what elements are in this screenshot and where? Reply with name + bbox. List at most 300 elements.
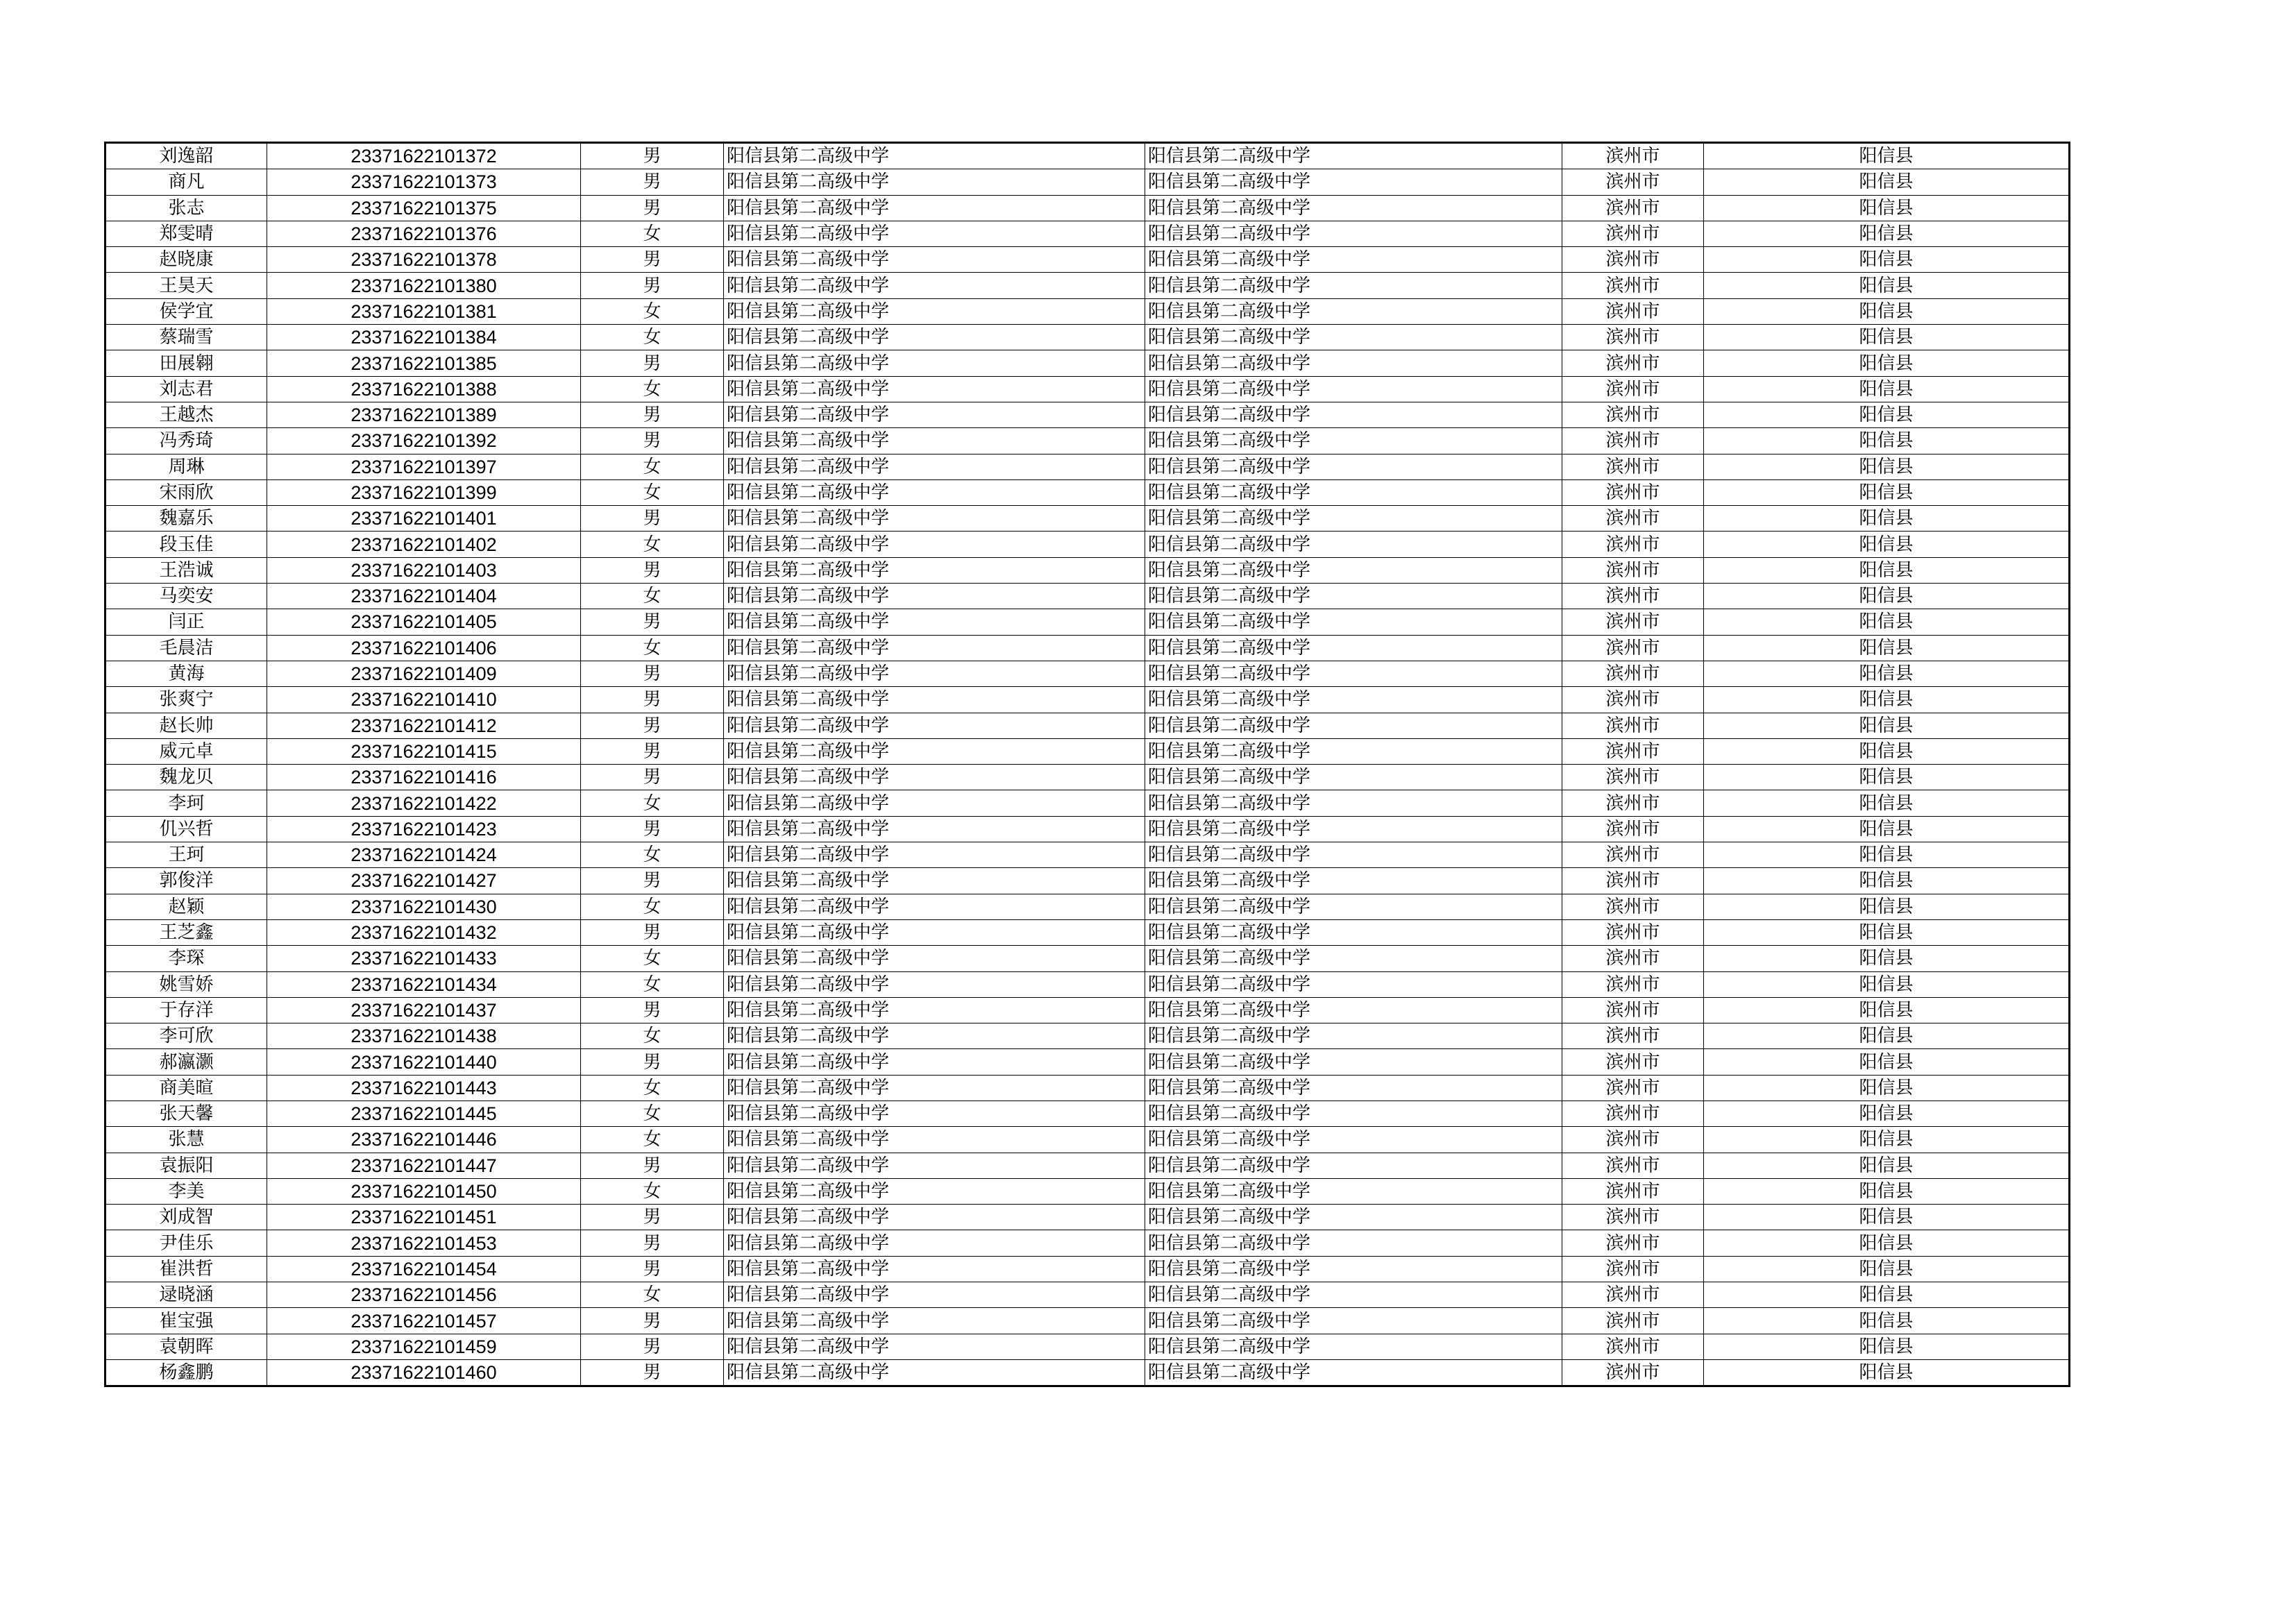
exam-id-cell: 23371622101376 — [267, 221, 581, 246]
exam-id-cell: 23371622101378 — [267, 247, 581, 273]
county-cell: 阳信县 — [1704, 842, 2070, 868]
gender-cell: 女 — [581, 532, 724, 557]
gender-cell: 女 — [581, 1101, 724, 1126]
table-row — [105, 790, 2070, 816]
exam-id-cell: 23371622101415 — [267, 738, 581, 764]
table-row — [105, 143, 2070, 169]
exam-site-cell: 阳信县第二高级中学 — [1145, 1308, 1562, 1334]
student-name-cell: 冯秀琦 — [105, 428, 267, 454]
school-cell: 阳信县第二高级中学 — [724, 325, 1145, 350]
exam-site-cell: 阳信县第二高级中学 — [1145, 557, 1562, 583]
city-cell: 滨州市 — [1562, 635, 1704, 661]
table-row — [105, 946, 2070, 971]
county-cell: 阳信县 — [1704, 1101, 2070, 1126]
exam-id-cell: 23371622101453 — [267, 1230, 581, 1256]
table-row — [105, 997, 2070, 1023]
gender-cell: 女 — [581, 584, 724, 609]
exam-site-cell: 阳信县第二高级中学 — [1145, 506, 1562, 532]
gender-cell: 女 — [581, 221, 724, 246]
exam-id-cell: 23371622101385 — [267, 350, 581, 376]
student-name-cell: 李珂 — [105, 790, 267, 816]
student-name-cell: 王越杰 — [105, 402, 267, 427]
student-name-cell: 闫正 — [105, 609, 267, 635]
exam-site-cell: 阳信县第二高级中学 — [1145, 687, 1562, 713]
school-cell: 阳信县第二高级中学 — [724, 1256, 1145, 1282]
exam-id-cell: 23371622101389 — [267, 402, 581, 427]
student-name-cell: 张天馨 — [105, 1101, 267, 1126]
exam-id-cell: 23371622101447 — [267, 1153, 581, 1178]
student-name-cell: 蔡瑞雪 — [105, 325, 267, 350]
exam-id-cell: 23371622101380 — [267, 273, 581, 298]
table-row — [105, 1308, 2070, 1334]
exam-id-cell: 23371622101399 — [267, 479, 581, 505]
exam-site-cell: 阳信县第二高级中学 — [1145, 350, 1562, 376]
exam-site-cell: 阳信县第二高级中学 — [1145, 1178, 1562, 1204]
student-name-cell: 郭俊洋 — [105, 868, 267, 894]
exam-id-cell: 23371622101384 — [267, 325, 581, 350]
school-cell: 阳信县第二高级中学 — [724, 1127, 1145, 1153]
school-cell: 阳信县第二高级中学 — [724, 842, 1145, 868]
school-cell: 阳信县第二高级中学 — [724, 1205, 1145, 1230]
city-cell: 滨州市 — [1562, 738, 1704, 764]
exam-site-cell: 阳信县第二高级中学 — [1145, 454, 1562, 479]
county-cell: 阳信县 — [1704, 1282, 2070, 1308]
city-cell: 滨州市 — [1562, 1049, 1704, 1075]
table-row — [105, 1205, 2070, 1230]
gender-cell: 男 — [581, 1308, 724, 1334]
exam-id-cell: 23371622101410 — [267, 687, 581, 713]
city-cell: 滨州市 — [1562, 946, 1704, 971]
table-row — [105, 1359, 2070, 1386]
city-cell: 滨州市 — [1562, 1282, 1704, 1308]
table-row — [105, 479, 2070, 505]
exam-site-cell: 阳信县第二高级中学 — [1145, 1334, 1562, 1359]
city-cell: 滨州市 — [1562, 479, 1704, 505]
exam-site-cell: 阳信县第二高级中学 — [1145, 842, 1562, 868]
student-name-cell: 段玉佳 — [105, 532, 267, 557]
table-row — [105, 1178, 2070, 1204]
school-cell: 阳信县第二高级中学 — [724, 1308, 1145, 1334]
student-name-cell: 王浩诚 — [105, 557, 267, 583]
gender-cell: 男 — [581, 402, 724, 427]
gender-cell: 男 — [581, 738, 724, 764]
county-cell: 阳信县 — [1704, 195, 2070, 221]
city-cell: 滨州市 — [1562, 765, 1704, 790]
table-row — [105, 894, 2070, 919]
exam-id-cell: 23371622101457 — [267, 1308, 581, 1334]
county-cell: 阳信县 — [1704, 532, 2070, 557]
school-cell: 阳信县第二高级中学 — [724, 1049, 1145, 1075]
table-row — [105, 713, 2070, 738]
table-row — [105, 298, 2070, 324]
exam-site-cell: 阳信县第二高级中学 — [1145, 1101, 1562, 1126]
county-cell: 阳信县 — [1704, 738, 2070, 764]
table-row — [105, 842, 2070, 868]
county-cell: 阳信县 — [1704, 247, 2070, 273]
table-row — [105, 609, 2070, 635]
exam-site-cell: 阳信县第二高级中学 — [1145, 790, 1562, 816]
student-name-cell: 姚雪娇 — [105, 971, 267, 997]
city-cell: 滨州市 — [1562, 1127, 1704, 1153]
school-cell: 阳信县第二高级中学 — [724, 790, 1145, 816]
exam-id-cell: 23371622101427 — [267, 868, 581, 894]
exam-site-cell: 阳信县第二高级中学 — [1145, 919, 1562, 945]
county-cell: 阳信县 — [1704, 609, 2070, 635]
county-cell: 阳信县 — [1704, 1153, 2070, 1178]
table-row — [105, 402, 2070, 427]
table-row — [105, 1256, 2070, 1282]
city-cell: 滨州市 — [1562, 143, 1704, 169]
student-name-cell: 周琳 — [105, 454, 267, 479]
city-cell: 滨州市 — [1562, 428, 1704, 454]
table-row — [105, 532, 2070, 557]
county-cell: 阳信县 — [1704, 1359, 2070, 1386]
table-row — [105, 1101, 2070, 1126]
school-cell: 阳信县第二高级中学 — [724, 479, 1145, 505]
county-cell: 阳信县 — [1704, 868, 2070, 894]
table-row — [105, 687, 2070, 713]
county-cell: 阳信县 — [1704, 765, 2070, 790]
exam-id-cell: 23371622101392 — [267, 428, 581, 454]
table-row — [105, 816, 2070, 842]
exam-id-cell: 23371622101446 — [267, 1127, 581, 1153]
exam-id-cell: 23371622101433 — [267, 946, 581, 971]
city-cell: 滨州市 — [1562, 1101, 1704, 1126]
exam-site-cell: 阳信县第二高级中学 — [1145, 584, 1562, 609]
exam-id-cell: 23371622101456 — [267, 1282, 581, 1308]
city-cell: 滨州市 — [1562, 1334, 1704, 1359]
roster-table — [104, 142, 2070, 1387]
gender-cell: 男 — [581, 169, 724, 195]
gender-cell: 女 — [581, 1075, 724, 1101]
city-cell: 滨州市 — [1562, 919, 1704, 945]
roster-body — [105, 143, 2070, 1386]
gender-cell: 男 — [581, 816, 724, 842]
exam-site-cell: 阳信县第二高级中学 — [1145, 816, 1562, 842]
gender-cell: 男 — [581, 350, 724, 376]
table-row — [105, 454, 2070, 479]
school-cell: 阳信县第二高级中学 — [724, 376, 1145, 402]
school-cell: 阳信县第二高级中学 — [724, 609, 1145, 635]
school-cell: 阳信县第二高级中学 — [724, 1334, 1145, 1359]
gender-cell: 男 — [581, 661, 724, 686]
table-row — [105, 221, 2070, 246]
exam-site-cell: 阳信县第二高级中学 — [1145, 946, 1562, 971]
table-row — [105, 1230, 2070, 1256]
student-name-cell: 李美 — [105, 1178, 267, 1204]
county-cell: 阳信县 — [1704, 584, 2070, 609]
gender-cell: 女 — [581, 376, 724, 402]
city-cell: 滨州市 — [1562, 402, 1704, 427]
exam-id-cell: 23371622101451 — [267, 1205, 581, 1230]
exam-site-cell: 阳信县第二高级中学 — [1145, 765, 1562, 790]
school-cell: 阳信县第二高级中学 — [724, 506, 1145, 532]
gender-cell: 女 — [581, 454, 724, 479]
county-cell: 阳信县 — [1704, 687, 2070, 713]
exam-site-cell: 阳信县第二高级中学 — [1145, 661, 1562, 686]
gender-cell: 男 — [581, 713, 724, 738]
gender-cell: 男 — [581, 997, 724, 1023]
exam-site-cell: 阳信县第二高级中学 — [1145, 997, 1562, 1023]
school-cell: 阳信县第二高级中学 — [724, 635, 1145, 661]
city-cell: 滨州市 — [1562, 971, 1704, 997]
county-cell: 阳信县 — [1704, 1308, 2070, 1334]
city-cell: 滨州市 — [1562, 273, 1704, 298]
county-cell: 阳信县 — [1704, 325, 2070, 350]
table-row — [105, 428, 2070, 454]
exam-site-cell: 阳信县第二高级中学 — [1145, 221, 1562, 246]
gender-cell: 男 — [581, 868, 724, 894]
table-row — [105, 1282, 2070, 1308]
exam-id-cell: 23371622101373 — [267, 169, 581, 195]
city-cell: 滨州市 — [1562, 687, 1704, 713]
exam-site-cell: 阳信县第二高级中学 — [1145, 298, 1562, 324]
exam-site-cell: 阳信县第二高级中学 — [1145, 195, 1562, 221]
student-name-cell: 王昊天 — [105, 273, 267, 298]
school-cell: 阳信县第二高级中学 — [724, 713, 1145, 738]
table-row — [105, 169, 2070, 195]
city-cell: 滨州市 — [1562, 247, 1704, 273]
table-row — [105, 661, 2070, 686]
gender-cell: 女 — [581, 790, 724, 816]
school-cell: 阳信县第二高级中学 — [724, 298, 1145, 324]
school-cell: 阳信县第二高级中学 — [724, 1023, 1145, 1049]
county-cell: 阳信县 — [1704, 143, 2070, 169]
gender-cell: 男 — [581, 195, 724, 221]
city-cell: 滨州市 — [1562, 1359, 1704, 1386]
gender-cell: 女 — [581, 1178, 724, 1204]
city-cell: 滨州市 — [1562, 350, 1704, 376]
gender-cell: 男 — [581, 428, 724, 454]
city-cell: 滨州市 — [1562, 1205, 1704, 1230]
gender-cell: 男 — [581, 687, 724, 713]
county-cell: 阳信县 — [1704, 557, 2070, 583]
exam-id-cell: 23371622101437 — [267, 997, 581, 1023]
table-row — [105, 738, 2070, 764]
city-cell: 滨州市 — [1562, 325, 1704, 350]
city-cell: 滨州市 — [1562, 661, 1704, 686]
city-cell: 滨州市 — [1562, 169, 1704, 195]
school-cell: 阳信县第二高级中学 — [724, 816, 1145, 842]
student-name-cell: 商凡 — [105, 169, 267, 195]
student-name-cell: 赵颖 — [105, 894, 267, 919]
exam-site-cell: 阳信县第二高级中学 — [1145, 894, 1562, 919]
table-row — [105, 919, 2070, 945]
school-cell: 阳信县第二高级中学 — [724, 532, 1145, 557]
student-name-cell: 李可欣 — [105, 1023, 267, 1049]
table-row — [105, 195, 2070, 221]
student-name-cell: 逯晓涵 — [105, 1282, 267, 1308]
gender-cell: 男 — [581, 919, 724, 945]
school-cell: 阳信县第二高级中学 — [724, 221, 1145, 246]
student-name-cell: 李琛 — [105, 946, 267, 971]
student-name-cell: 于存洋 — [105, 997, 267, 1023]
table-row — [105, 1127, 2070, 1153]
city-cell: 滨州市 — [1562, 1178, 1704, 1204]
county-cell: 阳信县 — [1704, 454, 2070, 479]
table-row — [105, 247, 2070, 273]
table-row — [105, 350, 2070, 376]
exam-site-cell: 阳信县第二高级中学 — [1145, 273, 1562, 298]
exam-site-cell: 阳信县第二高级中学 — [1145, 169, 1562, 195]
county-cell: 阳信县 — [1704, 635, 2070, 661]
exam-id-cell: 23371622101445 — [267, 1101, 581, 1126]
gender-cell: 女 — [581, 894, 724, 919]
city-cell: 滨州市 — [1562, 298, 1704, 324]
exam-id-cell: 23371622101438 — [267, 1023, 581, 1049]
exam-id-cell: 23371622101443 — [267, 1075, 581, 1101]
school-cell: 阳信县第二高级中学 — [724, 1101, 1145, 1126]
county-cell: 阳信县 — [1704, 1205, 2070, 1230]
city-cell: 滨州市 — [1562, 584, 1704, 609]
exam-site-cell: 阳信县第二高级中学 — [1145, 325, 1562, 350]
school-cell: 阳信县第二高级中学 — [724, 428, 1145, 454]
student-name-cell: 王芝鑫 — [105, 919, 267, 945]
county-cell: 阳信县 — [1704, 946, 2070, 971]
county-cell: 阳信县 — [1704, 1023, 2070, 1049]
school-cell: 阳信县第二高级中学 — [724, 997, 1145, 1023]
city-cell: 滨州市 — [1562, 1230, 1704, 1256]
gender-cell: 女 — [581, 946, 724, 971]
gender-cell: 女 — [581, 479, 724, 505]
gender-cell: 男 — [581, 1334, 724, 1359]
student-name-cell: 王珂 — [105, 842, 267, 868]
school-cell: 阳信县第二高级中学 — [724, 1153, 1145, 1178]
exam-site-cell: 阳信县第二高级中学 — [1145, 479, 1562, 505]
school-cell: 阳信县第二高级中学 — [724, 894, 1145, 919]
school-cell: 阳信县第二高级中学 — [724, 1178, 1145, 1204]
gender-cell: 男 — [581, 506, 724, 532]
city-cell: 滨州市 — [1562, 868, 1704, 894]
gender-cell: 男 — [581, 1049, 724, 1075]
gender-cell: 男 — [581, 1359, 724, 1386]
city-cell: 滨州市 — [1562, 195, 1704, 221]
county-cell: 阳信县 — [1704, 402, 2070, 427]
gender-cell: 女 — [581, 842, 724, 868]
school-cell: 阳信县第二高级中学 — [724, 971, 1145, 997]
exam-id-cell: 23371622101460 — [267, 1359, 581, 1386]
county-cell: 阳信县 — [1704, 479, 2070, 505]
exam-id-cell: 23371622101430 — [267, 894, 581, 919]
table-row — [105, 765, 2070, 790]
exam-site-cell: 阳信县第二高级中学 — [1145, 1230, 1562, 1256]
exam-id-cell: 23371622101401 — [267, 506, 581, 532]
county-cell: 阳信县 — [1704, 997, 2070, 1023]
city-cell: 滨州市 — [1562, 1308, 1704, 1334]
school-cell: 阳信县第二高级中学 — [724, 402, 1145, 427]
exam-id-cell: 23371622101454 — [267, 1256, 581, 1282]
exam-site-cell: 阳信县第二高级中学 — [1145, 971, 1562, 997]
exam-site-cell: 阳信县第二高级中学 — [1145, 1049, 1562, 1075]
county-cell: 阳信县 — [1704, 273, 2070, 298]
student-name-cell: 刘志君 — [105, 376, 267, 402]
school-cell: 阳信县第二高级中学 — [724, 350, 1145, 376]
school-cell: 阳信县第二高级中学 — [724, 557, 1145, 583]
exam-site-cell: 阳信县第二高级中学 — [1145, 1359, 1562, 1386]
school-cell: 阳信县第二高级中学 — [724, 1230, 1145, 1256]
student-name-cell: 郝瀛灏 — [105, 1049, 267, 1075]
city-cell: 滨州市 — [1562, 506, 1704, 532]
gender-cell: 男 — [581, 557, 724, 583]
city-cell: 滨州市 — [1562, 1023, 1704, 1049]
school-cell: 阳信县第二高级中学 — [724, 584, 1145, 609]
student-name-cell: 赵长帅 — [105, 713, 267, 738]
exam-site-cell: 阳信县第二高级中学 — [1145, 635, 1562, 661]
county-cell: 阳信县 — [1704, 1230, 2070, 1256]
county-cell: 阳信县 — [1704, 1178, 2070, 1204]
exam-site-cell: 阳信县第二高级中学 — [1145, 247, 1562, 273]
exam-site-cell: 阳信县第二高级中学 — [1145, 609, 1562, 635]
exam-id-cell: 23371622101381 — [267, 298, 581, 324]
county-cell: 阳信县 — [1704, 1127, 2070, 1153]
city-cell: 滨州市 — [1562, 1153, 1704, 1178]
exam-id-cell: 23371622101403 — [267, 557, 581, 583]
student-name-cell: 侯学宜 — [105, 298, 267, 324]
exam-id-cell: 23371622101434 — [267, 971, 581, 997]
city-cell: 滨州市 — [1562, 609, 1704, 635]
student-name-cell: 袁振阳 — [105, 1153, 267, 1178]
county-cell: 阳信县 — [1704, 506, 2070, 532]
exam-site-cell: 阳信县第二高级中学 — [1145, 532, 1562, 557]
exam-id-cell: 23371622101406 — [267, 635, 581, 661]
exam-site-cell: 阳信县第二高级中学 — [1145, 1023, 1562, 1049]
table-row — [105, 1334, 2070, 1359]
exam-site-cell: 阳信县第二高级中学 — [1145, 1282, 1562, 1308]
school-cell: 阳信县第二高级中学 — [724, 247, 1145, 273]
student-name-cell: 尹佳乐 — [105, 1230, 267, 1256]
county-cell: 阳信县 — [1704, 298, 2070, 324]
school-cell: 阳信县第二高级中学 — [724, 273, 1145, 298]
table-row — [105, 506, 2070, 532]
gender-cell: 女 — [581, 325, 724, 350]
gender-cell: 女 — [581, 635, 724, 661]
exam-site-cell: 阳信县第二高级中学 — [1145, 143, 1562, 169]
student-name-cell: 威元卓 — [105, 738, 267, 764]
table-row — [105, 1153, 2070, 1178]
county-cell: 阳信县 — [1704, 428, 2070, 454]
school-cell: 阳信县第二高级中学 — [724, 1282, 1145, 1308]
table-row — [105, 868, 2070, 894]
exam-site-cell: 阳信县第二高级中学 — [1145, 1075, 1562, 1101]
student-name-cell: 张志 — [105, 195, 267, 221]
county-cell: 阳信县 — [1704, 1334, 2070, 1359]
student-name-cell: 张爽宁 — [105, 687, 267, 713]
exam-id-cell: 23371622101459 — [267, 1334, 581, 1359]
exam-id-cell: 23371622101450 — [267, 1178, 581, 1204]
table-row — [105, 1049, 2070, 1075]
table-row — [105, 1075, 2070, 1101]
county-cell: 阳信县 — [1704, 816, 2070, 842]
student-name-cell: 郑雯晴 — [105, 221, 267, 246]
city-cell: 滨州市 — [1562, 557, 1704, 583]
city-cell: 滨州市 — [1562, 894, 1704, 919]
exam-site-cell: 阳信县第二高级中学 — [1145, 713, 1562, 738]
city-cell: 滨州市 — [1562, 1075, 1704, 1101]
city-cell: 滨州市 — [1562, 816, 1704, 842]
exam-id-cell: 23371622101416 — [267, 765, 581, 790]
exam-site-cell: 阳信县第二高级中学 — [1145, 428, 1562, 454]
student-name-cell: 商美暄 — [105, 1075, 267, 1101]
student-name-cell: 张慧 — [105, 1127, 267, 1153]
county-cell: 阳信县 — [1704, 894, 2070, 919]
county-cell: 阳信县 — [1704, 1075, 2070, 1101]
school-cell: 阳信县第二高级中学 — [724, 454, 1145, 479]
gender-cell: 男 — [581, 1256, 724, 1282]
county-cell: 阳信县 — [1704, 376, 2070, 402]
exam-id-cell: 23371622101422 — [267, 790, 581, 816]
gender-cell: 女 — [581, 298, 724, 324]
gender-cell: 男 — [581, 1205, 724, 1230]
